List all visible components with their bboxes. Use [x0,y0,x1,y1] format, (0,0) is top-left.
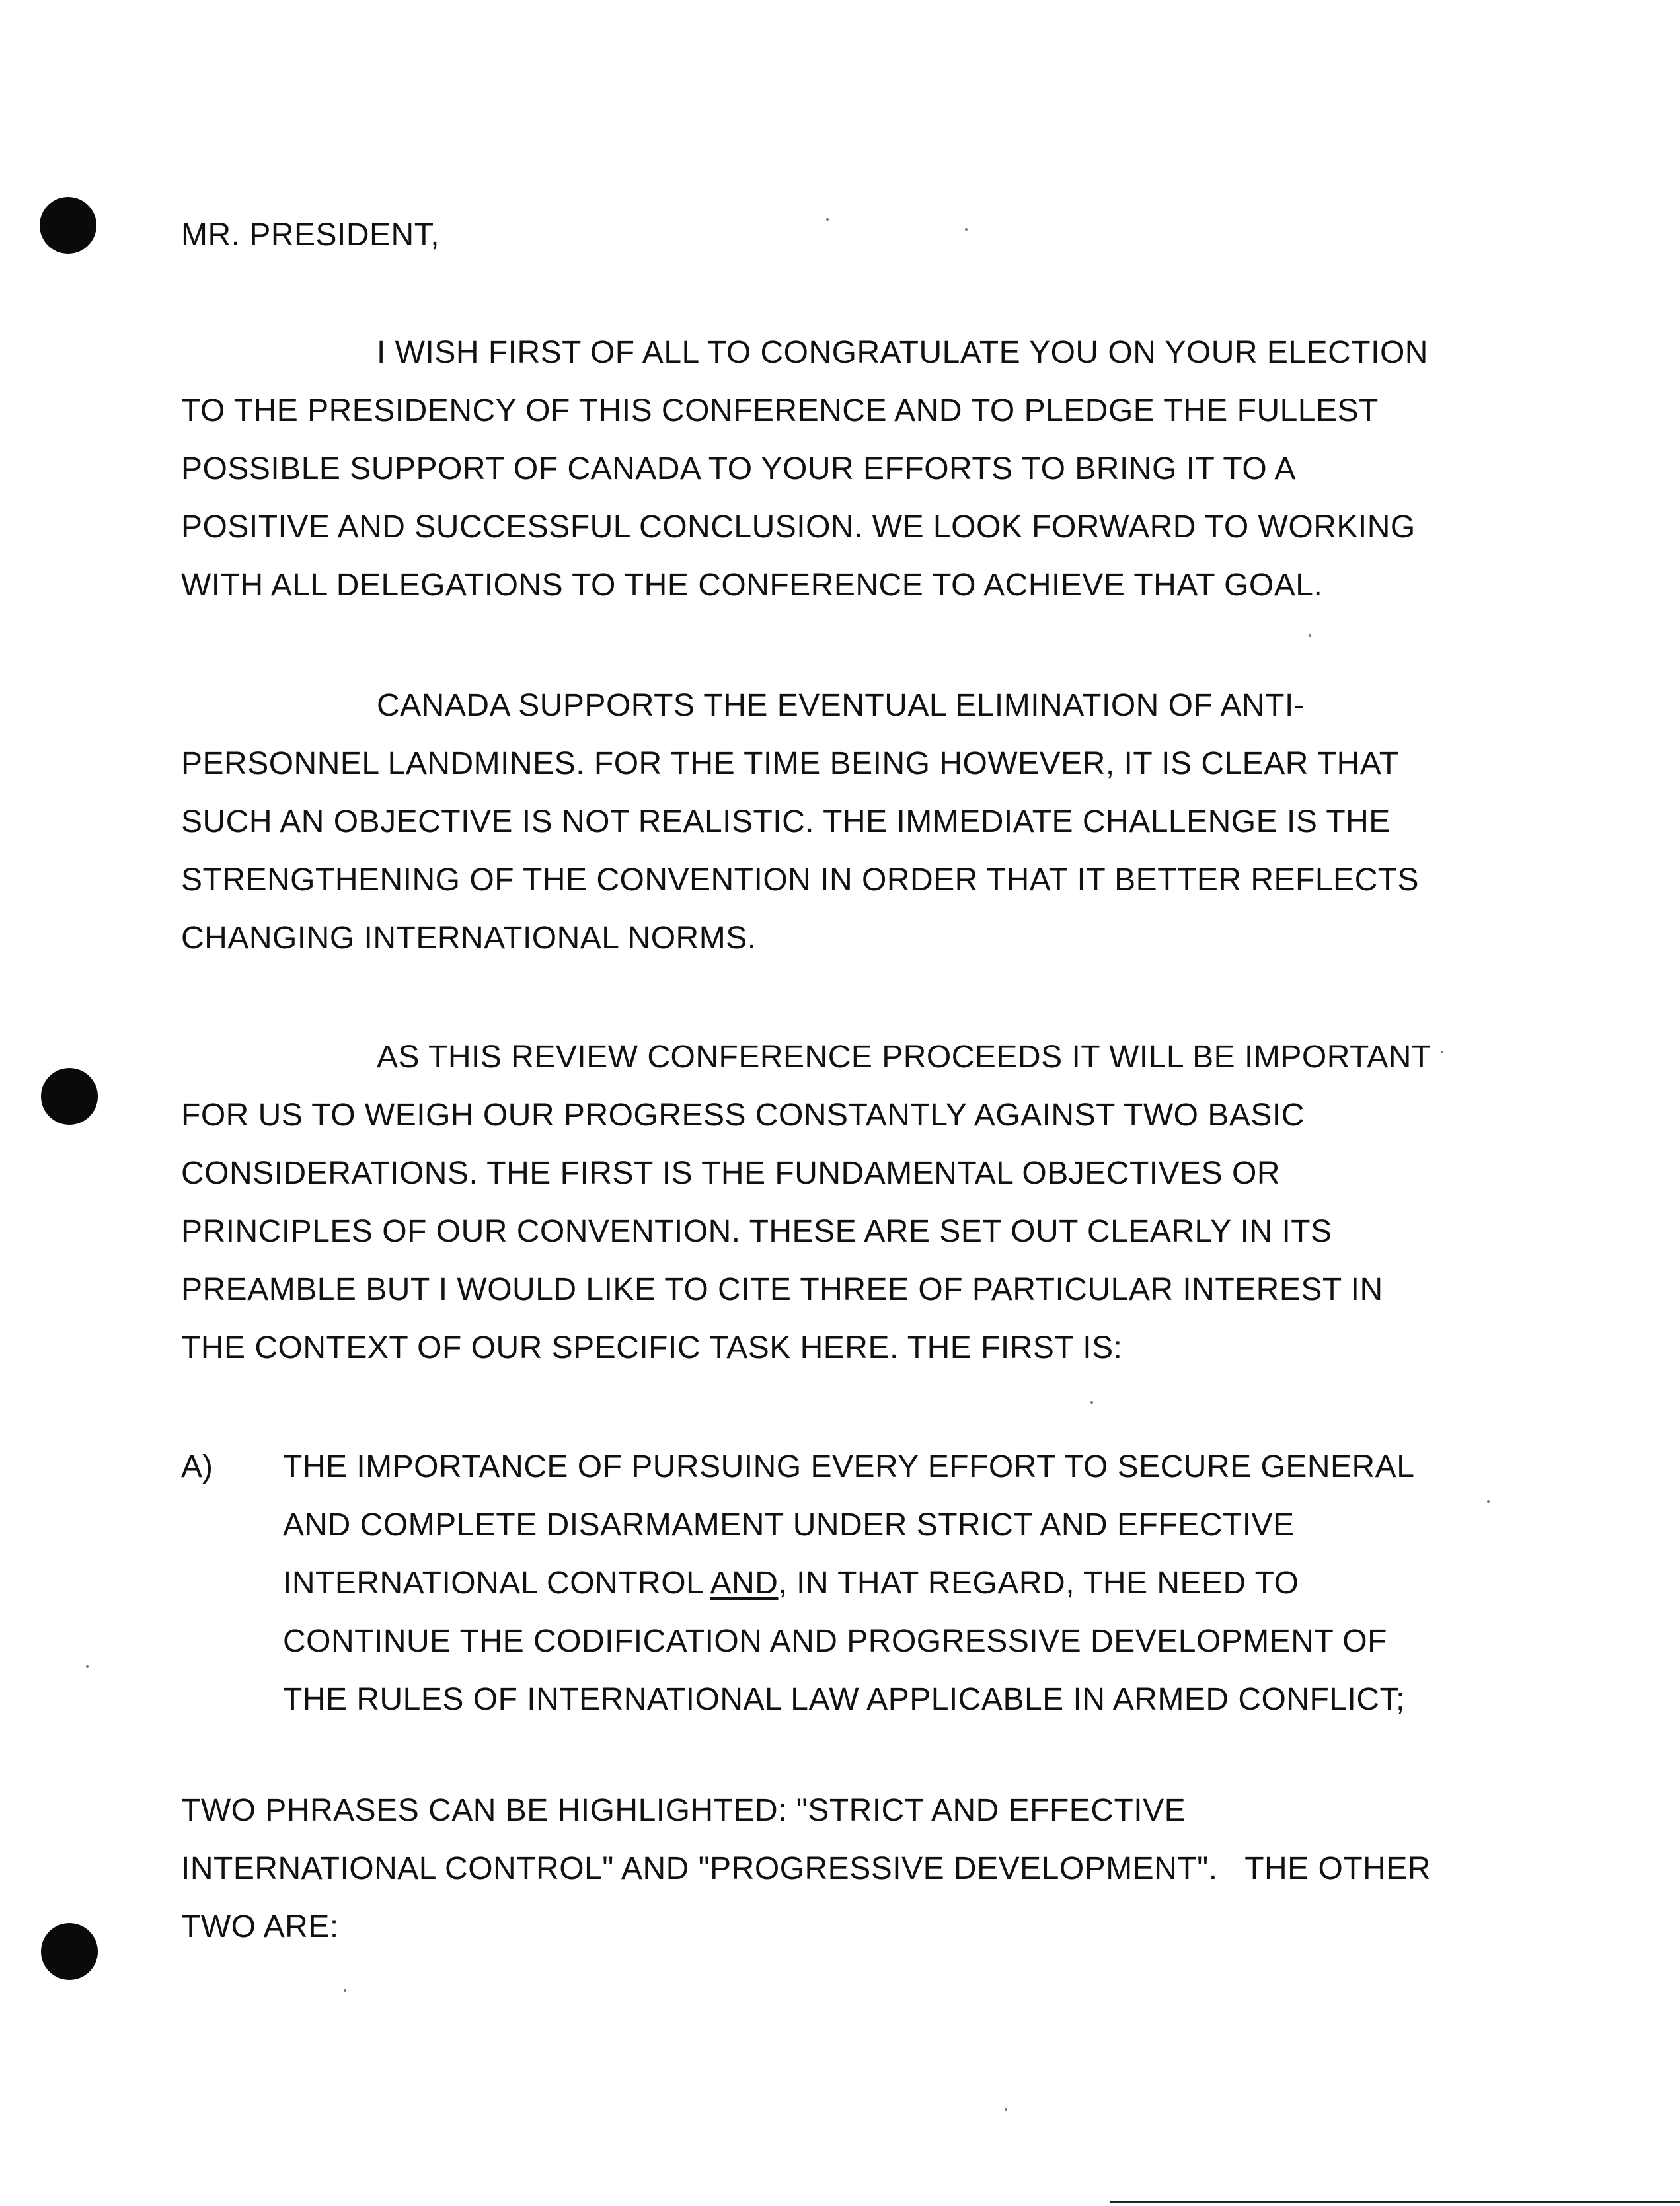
paragraph-line: STRENGTHENING OF THE CONVENTION IN ORDER THAT IT BETTER REFLECTS [181,862,1420,897]
punch-hole-bottom [41,1923,98,1980]
scan-speck [1309,634,1311,637]
paragraph-line: TWO ARE: [181,1909,339,1944]
list-item-line [283,1554,1506,1613]
scan-speck [1441,1051,1443,1053]
punch-hole-top [40,197,96,254]
list-item-text: INTERNATIONAL CONTROL [283,1566,710,1601]
salutation-block [181,206,1503,264]
underlined-emphasis: AND [710,1566,779,1601]
paragraph-line: PREAMBLE BUT I WOULD LIKE TO CITE THREE OF PARTICULAR INTEREST IN [181,1272,1383,1307]
list-item-marker: A) [181,1449,213,1484]
paragraph-line: INTERNATIONAL CONTROL" AND "PROGRESSIVE DEVELOPMENT". THE OTHER [181,1851,1432,1886]
list-item-line: THE RULES OF INTERNATIONAL LAW APPLICABLE IN ARMED CONFLICT; [283,1682,1405,1717]
paragraph-line: FOR US TO WEIGH OUR PROGRESS CONSTANTLY AGAINST TWO BASIC [181,1098,1305,1133]
paragraph-line: CHANGING INTERNATIONAL NORMS. [181,921,757,956]
scan-speck [86,1665,89,1668]
paragraph-line: TO THE PRESIDENCY OF THIS CONFERENCE AND TO PLEDGE THE FULLEST [181,393,1379,428]
scan-speck [826,218,829,221]
paragraph-landmines [181,677,1503,968]
paragraph-congratulations [181,324,1503,615]
scan-speck [1090,1401,1093,1404]
scan-speck [344,1989,346,1992]
list-item-line: CONTINUE THE CODIFICATION AND PROGRESSIVE DEVELOPMENT OF [283,1624,1387,1659]
paragraph-line: SUCH AN OBJECTIVE IS NOT REALISTIC. THE IMMEDIATE CHALLENGE IS THE [181,804,1391,839]
list-item-line: AND COMPLETE DISARMAMENT UNDER STRICT AND EFFECTIVE [283,1507,1295,1542]
salutation: MR. PRESIDENT, [181,217,440,252]
scan-speck [1005,2108,1007,2111]
paragraph-line: PRINCIPLES OF OUR CONVENTION. THESE ARE SET OUT CLEARLY IN ITS [181,1214,1332,1249]
paragraph-line: TWO PHRASES CAN BE HIGHLIGHTED: "STRICT AND EFFECTIVE [181,1793,1186,1828]
paragraph-line: POSSIBLE SUPPORT OF CANADA TO YOUR EFFORTS TO BRING IT TO A [181,451,1296,486]
paragraph-line: I WISH FIRST OF ALL TO CONGRATULATE YOU ON YOUR ELECTION [377,335,1428,370]
paragraph-line: THE CONTEXT OF OUR SPECIFIC TASK HERE. THE FIRST IS: [181,1330,1123,1365]
paragraph-review-conference [181,1028,1503,1377]
paragraph-phrases [181,1782,1503,1956]
paragraph-line: POSITIVE AND SUCCESSFUL CONCLUSION. WE LOOK FORWARD TO WORKING [181,510,1416,545]
punch-hole-middle [41,1068,98,1125]
paragraph-line: PERSONNEL LANDMINES. FOR THE TIME BEING HOWEVER, IT IS CLEAR THAT [181,746,1399,781]
page-bottom-rule [1110,2201,1680,2203]
paragraph-line: CONSIDERATIONS. THE FIRST IS THE FUNDAMENTAL OBJECTIVES OR [181,1156,1280,1191]
scan-speck [1487,1500,1490,1503]
list-item-text: , IN THAT REGARD, THE NEED TO [778,1566,1299,1601]
scan-speck [965,228,968,231]
list-item-line: THE IMPORTANCE OF PURSUING EVERY EFFORT TO SECURE GENERAL [283,1449,1415,1484]
paragraph-line: WITH ALL DELEGATIONS TO THE CONFERENCE TO ACHIEVE THAT GOAL. [181,568,1323,603]
paragraph-line: AS THIS REVIEW CONFERENCE PROCEEDS IT WILL BE IMPORTANT [377,1040,1432,1075]
paragraph-line: CANADA SUPPORTS THE EVENTUAL ELIMINATION OF ANTI- [377,688,1305,723]
list-item-a [283,1438,1506,1729]
